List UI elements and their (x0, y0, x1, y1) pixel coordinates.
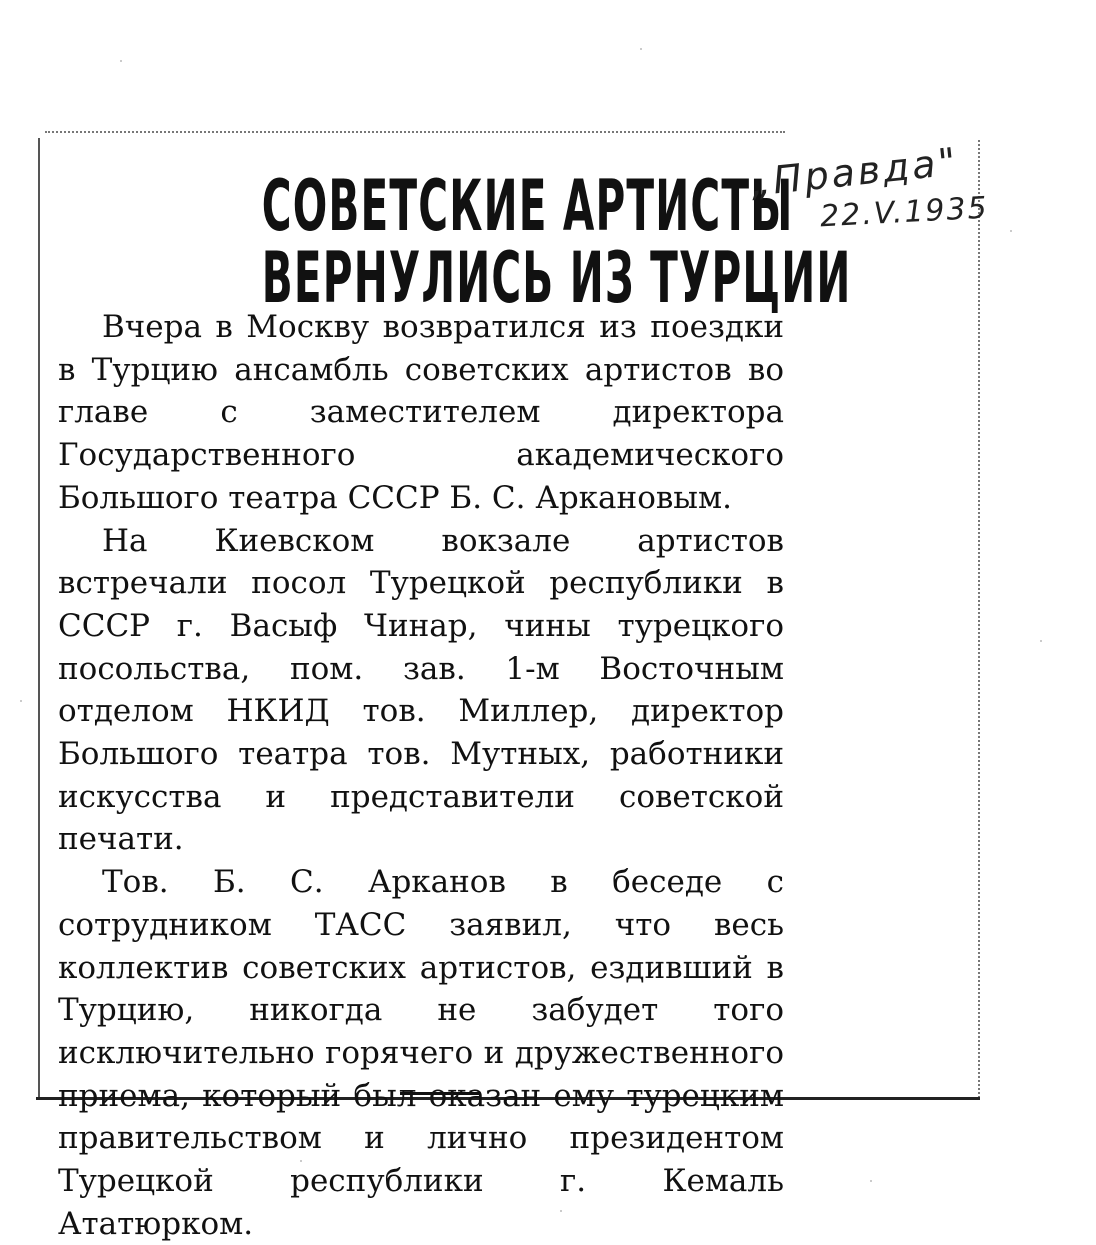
clipping-border-left (38, 138, 40, 1098)
headline-line-2: ВЕРНУЛИСЬ ИЗ ТУРЦИИ (261, 237, 852, 319)
headline-line-1: СОВЕТСКИЕ АРТИСТЫ (261, 165, 794, 247)
article-headline (261, 165, 852, 319)
clipping-border-right (978, 140, 980, 1098)
scan-speck (870, 1180, 872, 1182)
handwritten-date-note: 22.V.1935 (819, 190, 990, 235)
handwritten-source-note: „Правда" (748, 139, 961, 205)
article-paragraph-3: Тов. Б. С. Арканов в беседе с сотрудником ТАСС заявил, что весь коллектив советских артистов, ездивший в Турцию, никогда не забудет того исключительно горячего и дружественного приема, который был оказан ему турецким правительством и лично президентом Турецкой республики г. Кемаль Ататюрком. (58, 864, 784, 1242)
scan-speck (300, 1160, 302, 1162)
clipping-border-top (45, 131, 785, 133)
scan-speck (640, 48, 642, 50)
article-body (58, 306, 784, 1245)
scan-speck (560, 1210, 562, 1212)
scan-speck (20, 700, 22, 702)
article-paragraph-1: Вчера в Москву возвратился из поездки в Турцию ансамбль советских артистов во главе с заместителем директора Государственного академического Большого театра СССР Б. С. Аркановым. (58, 309, 784, 516)
scan-speck (120, 60, 122, 62)
scan-speck (1040, 640, 1042, 642)
scan-speck (1010, 230, 1012, 232)
article-paragraph-2: На Киевском вокзале артистов встречали посол Турецкой республики в СССР г. Васыф Чинар, чины турецкого посольства, пом. зав. 1-м Восточным отделом НКИД тов. Миллер, директор Большого театра тов. Мутных, работники искусства и представители советской печати. (58, 522, 784, 858)
